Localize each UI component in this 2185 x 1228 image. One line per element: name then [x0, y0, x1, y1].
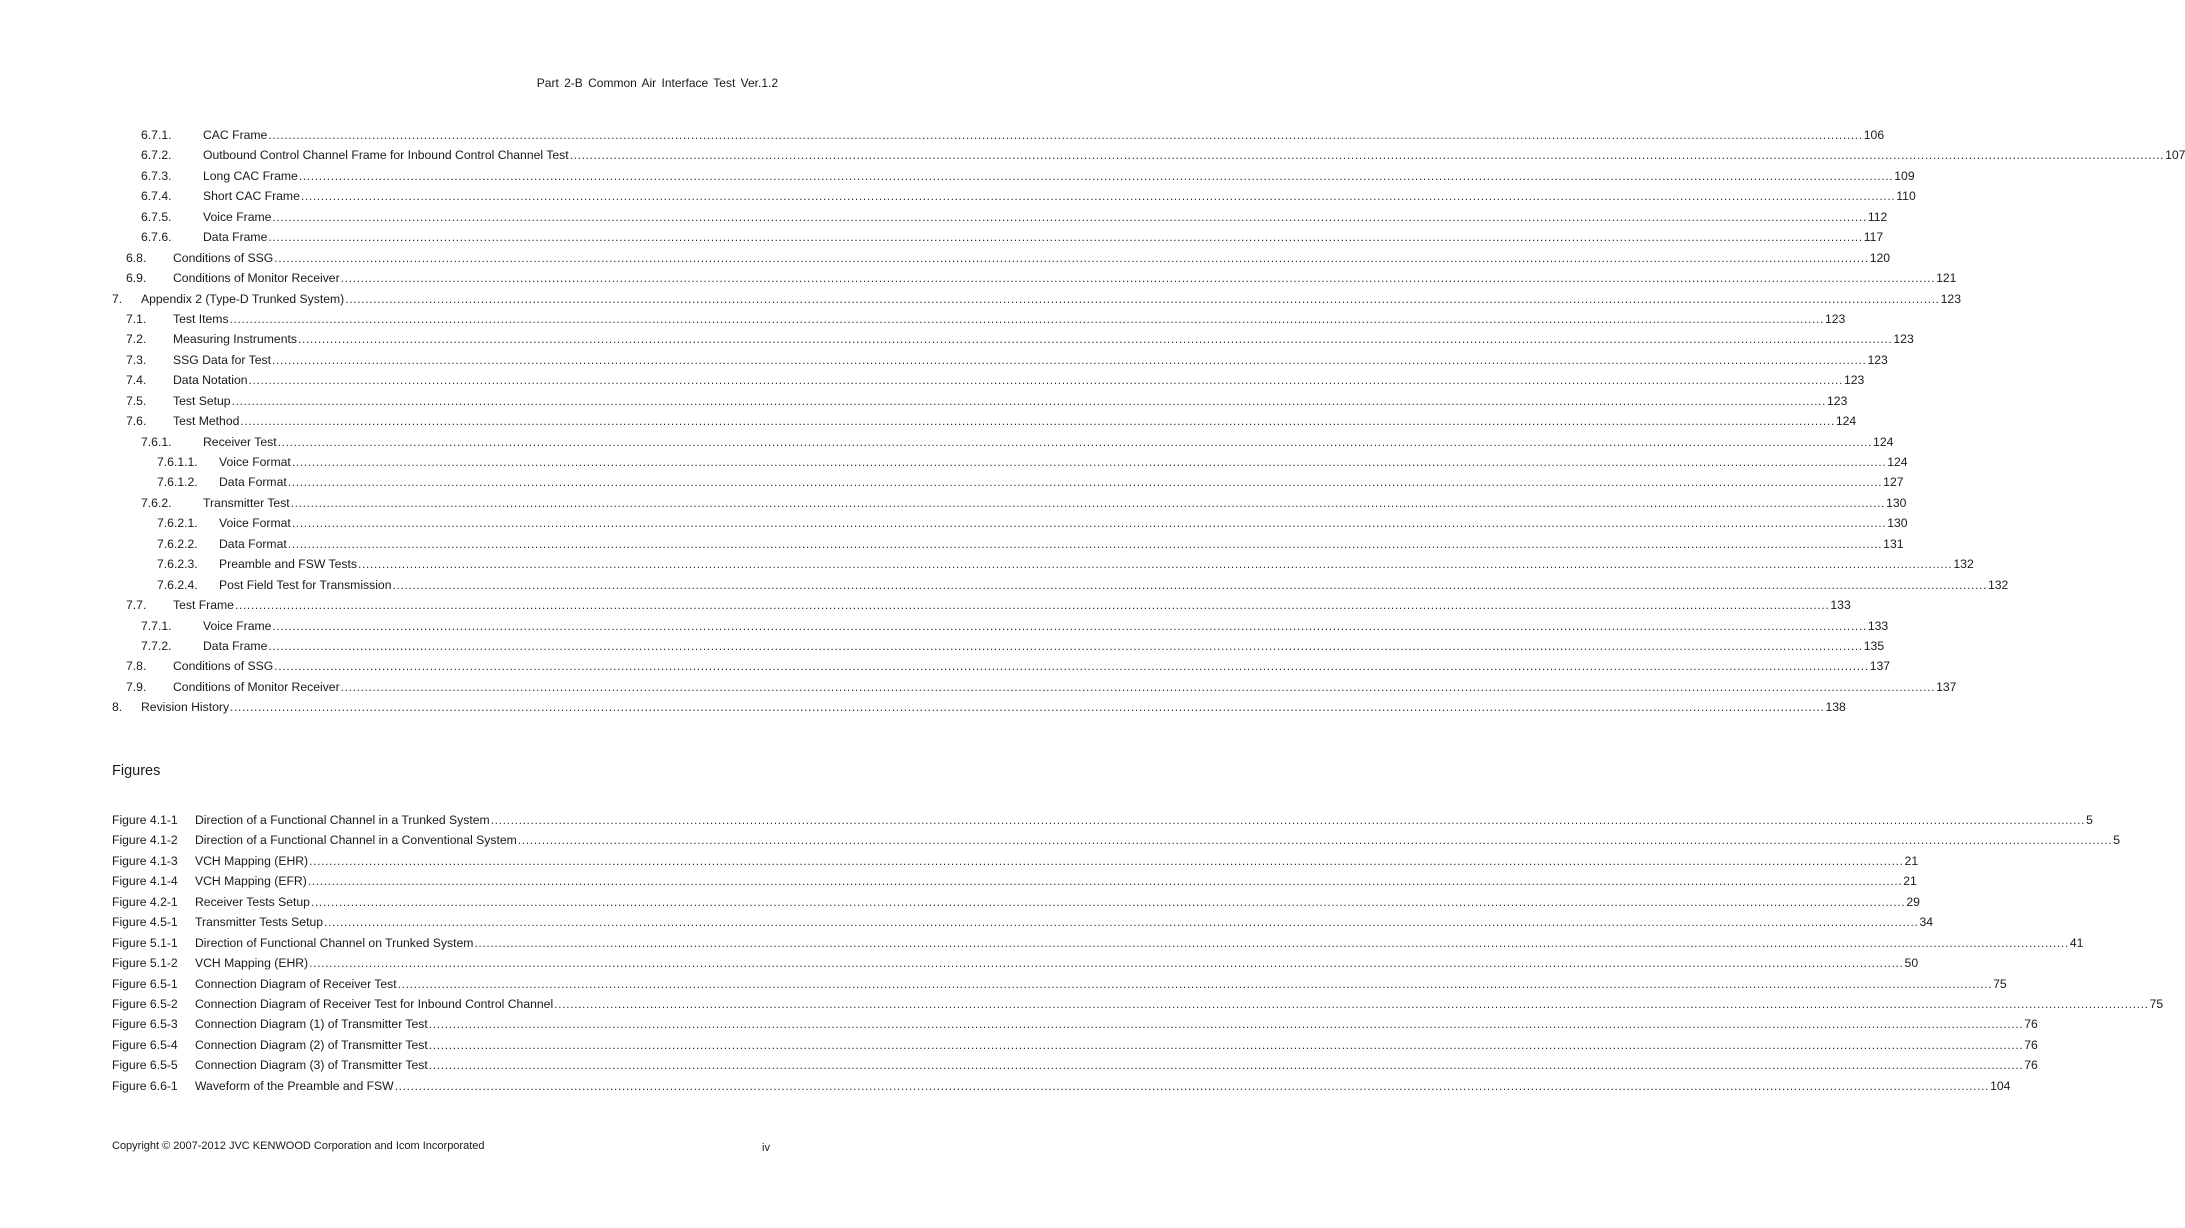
toc-entry-page: 123 [1843, 370, 1864, 390]
list-of-figures [112, 810, 2164, 1096]
toc-entry[interactable] [112, 227, 1884, 247]
dot-leader: ................................................................................................................................................................................................................................................................................................................................................................................................................ [517, 833, 2113, 848]
figure-entry[interactable] [112, 1035, 2038, 1055]
toc-entry-page: 132 [1952, 554, 1973, 574]
toc-entry-number: 7.6.1. [141, 434, 172, 449]
toc-entry-title: Test Method [173, 411, 240, 431]
toc-entry[interactable] [112, 125, 1885, 145]
toc-entry-page: 138 [1824, 697, 1845, 717]
toc-entry-page: 123 [1824, 309, 1845, 329]
toc-entry-title: Test Frame [173, 595, 235, 615]
toc-entry-page: 123 [1892, 329, 1913, 349]
dot-leader: ................................................................................................................................................................................................................................................................................................................................................................................................................ [298, 168, 1894, 183]
dot-leader: ................................................................................................................................................................................................................................................................................................................................................................................................................ [569, 148, 2165, 163]
figure-entry-number: Figure 6.5-5 [112, 1058, 178, 1073]
dot-leader: ................................................................................................................................................................................................................................................................................................................................................................................................................ [340, 679, 1936, 694]
toc-entry[interactable] [112, 145, 2185, 165]
toc-entry-page: 107 [2164, 145, 2185, 165]
figure-entry-page: 50 [1904, 956, 1919, 971]
figure-entry-page: 104 [1990, 1078, 2011, 1093]
figure-entry-page: 75 [2149, 996, 2164, 1011]
dot-leader: ................................................................................................................................................................................................................................................................................................................................................................................................................ [297, 332, 1893, 347]
toc-entry-number: 7.4. [126, 373, 147, 388]
figure-entry-title: Direction of a Functional Channel in a Conventional System [195, 830, 518, 850]
dot-leader: ................................................................................................................................................................................................................................................................................................................................................................................................................ [340, 271, 1936, 286]
toc-entry-number: 7.6.1.2. [157, 475, 198, 490]
figure-entry-page: 21 [1903, 874, 1917, 889]
toc-entry[interactable] [112, 554, 1974, 574]
toc-entry-number: 7.2. [126, 332, 147, 347]
toc-entry-number: 7.6.2.3. [157, 557, 198, 572]
toc-entry-number: 7.6.1.1. [157, 455, 198, 469]
dot-leader: ................................................................................................................................................................................................................................................................................................................................................................................................................ [392, 577, 1987, 592]
dot-leader: ................................................................................................................................................................................................................................................................................................................................................................................................................ [268, 128, 1863, 142]
toc-entry[interactable] [112, 411, 1857, 431]
dot-leader: ................................................................................................................................................................................................................................................................................................................................................................................................................ [291, 516, 1887, 531]
dot-leader: ................................................................................................................................................................................................................................................................................................................................................................................................................ [291, 455, 1887, 469]
toc-entry-page: 121 [1935, 268, 1956, 288]
page-header: Part 2-B Common Air Interface Test Ver.1.2 [536, 76, 778, 90]
toc-entry[interactable] [112, 248, 1891, 268]
figure-entry-number: Figure 6.5-4 [112, 1037, 178, 1052]
dot-leader: ................................................................................................................................................................................................................................................................................................................................................................................................................ [428, 1017, 2024, 1032]
toc-entry[interactable] [112, 636, 1885, 656]
dot-leader: ................................................................................................................................................................................................................................................................................................................................................................................................................ [268, 230, 1863, 245]
figure-entry-title: Connection Diagram (1) of Transmitter Test [195, 1014, 429, 1034]
toc-entry-title: Data Format [219, 472, 288, 492]
figure-entry-title: Connection Diagram (3) of Transmitter Test [195, 1055, 429, 1075]
dot-leader: ................................................................................................................................................................................................................................................................................................................................................................................................................ [231, 393, 1827, 408]
dot-leader: ................................................................................................................................................................................................................................................................................................................................................................................................................ [428, 1058, 2024, 1073]
toc-entry-number: 7. [112, 291, 123, 306]
toc-entry-title: Test Items [173, 309, 230, 329]
toc-entry-page: 130 [1886, 513, 1907, 533]
dot-leader: ................................................................................................................................................................................................................................................................................................................................................................................................................ [287, 536, 1883, 551]
figure-entry-number: Figure 4.1-1 [112, 813, 178, 827]
toc-entry-title: Short CAC Frame [203, 186, 301, 206]
toc-entry-page: 110 [1895, 186, 1915, 206]
toc-entry[interactable] [112, 677, 1957, 697]
figures-heading: Figures [112, 763, 161, 779]
figure-entry-title: Transmitter Tests Setup [195, 912, 324, 932]
dot-leader: ................................................................................................................................................................................................................................................................................................................................................................................................................ [272, 352, 1867, 367]
dot-leader: ................................................................................................................................................................................................................................................................................................................................................................................................................ [268, 638, 1863, 653]
dot-leader: ................................................................................................................................................................................................................................................................................................................................................................................................................ [309, 956, 1904, 971]
figure-entry[interactable] [112, 912, 1934, 932]
figure-entry-page: 5 [2113, 833, 2121, 848]
figure-entry-number: Figure 6.5-3 [112, 1017, 178, 1032]
figure-entry-title: VCH Mapping (EHR) [195, 953, 309, 973]
toc-entry-title: Test Setup [173, 391, 232, 411]
figure-entry-title: VCH Mapping (EFR) [195, 871, 308, 891]
dot-leader: ................................................................................................................................................................................................................................................................................................................................................................................................................ [428, 1037, 2024, 1052]
toc-entry-page: 123 [1826, 391, 1847, 411]
dot-leader: ................................................................................................................................................................................................................................................................................................................................................................................................................ [234, 598, 1830, 613]
dot-leader: ................................................................................................................................................................................................................................................................................................................................................................................................................ [290, 495, 1886, 510]
dot-leader: ................................................................................................................................................................................................................................................................................................................................................................................................................ [248, 373, 1843, 388]
table-of-contents [112, 125, 2185, 718]
toc-entry[interactable] [112, 697, 1846, 717]
toc-entry-title: Data Notation [173, 370, 249, 390]
figure-entry[interactable] [112, 994, 2164, 1014]
toc-entry-page: 132 [1987, 575, 2008, 595]
toc-entry-title: Conditions of SSG [173, 656, 274, 676]
figure-entry-page: 76 [2024, 1058, 2038, 1073]
toc-entry-page: 135 [1863, 636, 1884, 656]
toc-entry-number: 7.7.1. [141, 618, 172, 633]
figure-entry[interactable] [112, 810, 2093, 830]
toc-entry-page: 133 [1829, 595, 1850, 615]
toc-entry-number: 6.7.5. [141, 209, 172, 224]
dot-leader: ................................................................................................................................................................................................................................................................................................................................................................................................................ [307, 874, 1903, 889]
figure-entry[interactable] [112, 892, 1920, 912]
toc-entry-title: Revision History [141, 697, 230, 717]
dot-leader: ................................................................................................................................................................................................................................................................................................................................................................................................................ [310, 894, 1906, 909]
toc-entry[interactable] [112, 391, 1848, 411]
toc-entry-title: Voice Frame [203, 616, 272, 636]
toc-entry[interactable] [112, 186, 1916, 206]
toc-entry[interactable] [112, 575, 2009, 595]
toc-entry-page: 131 [1882, 534, 1903, 554]
figure-entry-page: 34 [1919, 915, 1934, 930]
toc-entry-number: 6.8. [126, 250, 147, 265]
dot-leader: ................................................................................................................................................................................................................................................................................................................................................................................................................ [554, 996, 2149, 1011]
toc-entry[interactable] [112, 513, 1908, 533]
figure-entry-number: Figure 4.5-1 [112, 915, 178, 930]
toc-entry-page: 124 [1835, 411, 1856, 431]
figure-entry[interactable] [112, 933, 2084, 953]
toc-entry-title: Conditions of Monitor Receiver [173, 268, 341, 288]
toc-entry[interactable] [112, 493, 1907, 513]
toc-entry-title: Long CAC Frame [203, 166, 299, 186]
figure-entry[interactable] [112, 953, 1919, 973]
toc-entry[interactable] [112, 656, 1891, 676]
toc-entry-number: 7.1. [126, 311, 147, 326]
dot-leader: ................................................................................................................................................................................................................................................................................................................................................................................................................ [357, 557, 1953, 572]
toc-entry[interactable] [112, 309, 1846, 329]
toc-entry-title: Conditions of Monitor Receiver [173, 677, 341, 697]
toc-entry-title: Outbound Control Channel Frame for Inbound Control Channel Test [203, 145, 570, 165]
toc-entry-number: 7.9. [126, 679, 147, 694]
dot-leader: ................................................................................................................................................................................................................................................................................................................................................................................................................ [240, 414, 1835, 429]
dot-leader: ................................................................................................................................................................................................................................................................................................................................................................................................................ [277, 434, 1873, 449]
copyright-text: Copyright © 2007-2012 JVC KENWOOD Corporation and Icom Incorporated [112, 1140, 485, 1152]
figure-entry-number: Figure 4.2-1 [112, 894, 178, 909]
figure-entry-title: Connection Diagram (2) of Transmitter Test [195, 1035, 429, 1055]
figure-entry[interactable] [112, 830, 2121, 850]
toc-entry-title: Voice Format [219, 513, 292, 533]
toc-entry-number: 6.7.3. [141, 168, 172, 183]
dot-leader: ................................................................................................................................................................................................................................................................................................................................................................................................................ [345, 291, 1940, 306]
toc-entry-title: Data Format [219, 534, 288, 554]
toc-entry-number: 7.6.2. [141, 495, 172, 510]
figure-entry-page: 76 [2024, 1037, 2038, 1052]
toc-entry-page: 137 [1935, 677, 1956, 697]
toc-entry-number: 6.7.4. [141, 189, 172, 204]
toc-entry-page: 109 [1893, 166, 1914, 186]
toc-entry-number: 6.7.1. [141, 128, 172, 142]
toc-entry[interactable] [112, 616, 1889, 636]
toc-entry[interactable] [112, 329, 1914, 349]
dot-leader: ................................................................................................................................................................................................................................................................................................................................................................................................................ [394, 1078, 1990, 1093]
figure-entry-page: 75 [1993, 976, 2007, 991]
toc-entry-page: 120 [1869, 248, 1890, 268]
toc-entry-number: 7.6. [126, 414, 147, 429]
toc-entry[interactable] [112, 432, 1894, 452]
toc-entry-title: Preamble and FSW Tests [219, 554, 358, 574]
toc-entry-page: 124 [1872, 432, 1893, 452]
toc-entry-number: 7.7.2. [141, 638, 172, 653]
toc-entry-title: Voice Format [219, 452, 292, 472]
toc-entry-number: 7.5. [126, 393, 147, 408]
figure-entry-title: Direction of Functional Channel on Trunked System [195, 933, 474, 953]
dot-leader: ................................................................................................................................................................................................................................................................................................................................................................................................................ [300, 189, 1896, 204]
figure-entry[interactable] [112, 974, 2007, 994]
figure-entry-number: Figure 5.1-2 [112, 956, 178, 971]
toc-entry[interactable] [112, 207, 1888, 227]
toc-entry-page: 133 [1867, 616, 1888, 636]
toc-entry[interactable] [112, 268, 1957, 288]
dot-leader: ................................................................................................................................................................................................................................................................................................................................................................................................................ [229, 311, 1824, 326]
dot-leader: ................................................................................................................................................................................................................................................................................................................................................................................................................ [309, 853, 1904, 868]
toc-entry-title: Receiver Test [203, 432, 278, 452]
toc-entry-number: 7.6.2.1. [157, 516, 198, 531]
figure-entry-number: Figure 5.1-1 [112, 935, 178, 950]
toc-entry[interactable] [112, 289, 1961, 309]
toc-entry[interactable] [112, 370, 1865, 390]
toc-entry-number: 6.9. [126, 271, 147, 286]
figure-entry-title: Waveform of the Preamble and FSW [195, 1076, 395, 1096]
toc-entry-page: 130 [1885, 493, 1906, 513]
figure-entry-page: 29 [1906, 894, 1920, 909]
toc-entry-title: SSG Data for Test [173, 350, 272, 370]
figure-entry[interactable] [112, 1055, 2038, 1075]
figure-entry-title: Direction of a Functional Channel in a Trunked System [195, 810, 491, 830]
figure-entry-number: Figure 4.1-4 [112, 874, 178, 889]
toc-entry-title: Data Frame [203, 227, 268, 247]
toc-entry-page: 127 [1882, 472, 1903, 492]
toc-entry-page: 124 [1886, 452, 1907, 472]
figure-entry-page: 41 [2069, 935, 2084, 950]
dot-leader: ................................................................................................................................................................................................................................................................................................................................................................................................................ [274, 659, 1869, 674]
figure-entry[interactable] [112, 871, 1917, 891]
toc-entry-number: 7.7. [126, 598, 147, 613]
figure-entry-number: Figure 4.1-2 [112, 833, 178, 848]
toc-entry-number: 6.7.6. [141, 230, 172, 245]
toc-entry-page: 137 [1869, 656, 1890, 676]
toc-entry-number: 8. [112, 700, 123, 715]
figure-entry-number: Figure 6.6-1 [112, 1078, 178, 1093]
toc-entry-number: 7.8. [126, 659, 147, 674]
figure-entry-title: Connection Diagram of Receiver Test for Inbound Control Channel [195, 994, 554, 1014]
toc-entry[interactable] [112, 166, 1915, 186]
toc-entry-title: Voice Frame [203, 207, 272, 227]
dot-leader: ................................................................................................................................................................................................................................................................................................................................................................................................................ [397, 976, 1993, 991]
toc-entry-page: 123 [1940, 289, 1961, 309]
toc-entry-number: 7.6.2.2. [157, 536, 198, 551]
toc-entry[interactable] [112, 534, 1904, 554]
figure-entry-page: 21 [1904, 853, 1919, 868]
toc-entry-number: 7.6.2.4. [157, 577, 198, 592]
toc-entry-title: Appendix 2 (Type-D Trunked System) [141, 289, 345, 309]
toc-entry[interactable] [112, 350, 1888, 370]
toc-entry-page: 123 [1866, 350, 1887, 370]
toc-entry-title: CAC Frame [203, 125, 268, 145]
toc-entry-number: 7.3. [126, 352, 147, 367]
figure-entry-title: VCH Mapping (EHR) [195, 851, 309, 871]
toc-entry-title: Conditions of SSG [173, 248, 274, 268]
dot-leader: ................................................................................................................................................................................................................................................................................................................................................................................................................ [474, 935, 2069, 950]
figure-entry-title: Receiver Tests Setup [195, 892, 311, 912]
toc-entry[interactable] [112, 472, 1904, 492]
dot-leader: ................................................................................................................................................................................................................................................................................................................................................................................................................ [490, 813, 2086, 827]
figure-entry-number: Figure 6.5-2 [112, 996, 178, 1011]
figure-entry-page: 76 [2024, 1017, 2038, 1032]
toc-entry[interactable] [112, 595, 1851, 615]
dot-leader: ................................................................................................................................................................................................................................................................................................................................................................................................................ [230, 700, 1825, 715]
toc-entry-page: 117 [1863, 227, 1883, 247]
toc-entry-title: Data Frame [203, 636, 268, 656]
dot-leader: ................................................................................................................................................................................................................................................................................................................................................................................................................ [287, 475, 1883, 490]
figure-entry-title: Connection Diagram of Receiver Test [195, 974, 398, 994]
figure-entry[interactable] [112, 1076, 2011, 1096]
dot-leader: ................................................................................................................................................................................................................................................................................................................................................................................................................ [274, 250, 1869, 265]
toc-entry-title: Post Field Test for Transmission [219, 575, 393, 595]
figure-entry-number: Figure 4.1-3 [112, 853, 178, 868]
toc-entry-title: Transmitter Test [203, 493, 291, 513]
page-number: iv [762, 1142, 770, 1154]
figure-entry[interactable] [112, 851, 1919, 871]
figure-entry-page: 5 [2086, 813, 2093, 827]
dot-leader: ................................................................................................................................................................................................................................................................................................................................................................................................................ [324, 915, 1919, 930]
dot-leader: ................................................................................................................................................................................................................................................................................................................................................................................................................ [272, 209, 1867, 224]
toc-entry-page: 112 [1867, 207, 1887, 227]
toc-entry-number: 6.7.2. [141, 148, 172, 163]
toc-entry-page: 106 [1863, 125, 1884, 145]
toc-entry[interactable] [112, 452, 1908, 472]
figure-entry[interactable] [112, 1014, 2038, 1034]
figure-entry-number: Figure 6.5-1 [112, 976, 178, 991]
dot-leader: ................................................................................................................................................................................................................................................................................................................................................................................................................ [272, 618, 1867, 633]
toc-entry-title: Measuring Instruments [173, 329, 298, 349]
